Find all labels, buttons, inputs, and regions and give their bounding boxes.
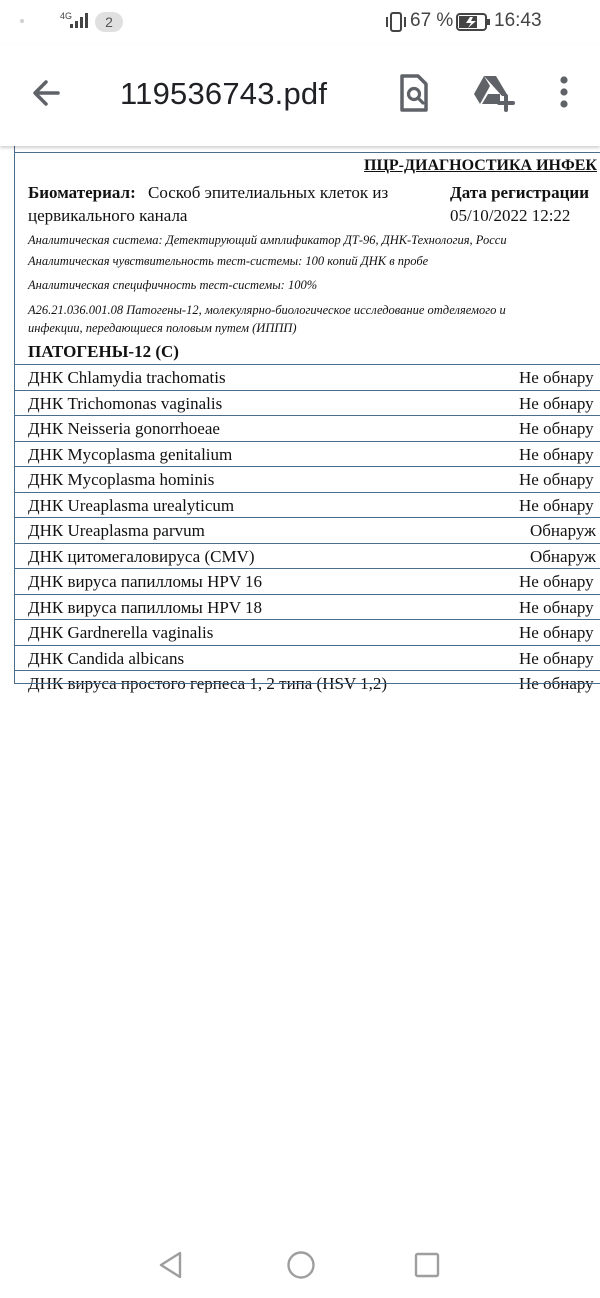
nav-recents-button[interactable] — [412, 1248, 442, 1282]
table-row — [14, 415, 600, 441]
table-row — [14, 492, 600, 518]
service-code: А26.21.036.001.08 Патогены-12, молекулярно-биологическое исследование отделяемого и — [28, 303, 506, 317]
test-result: Не обнару — [519, 419, 594, 438]
table-row — [14, 594, 600, 620]
signal-strength-icon — [70, 12, 90, 28]
analytic-sensitivity: Аналитическая чувствительность тест-системы: 100 копий ДНК в пробе — [28, 254, 429, 268]
section-title: ПАТОГЕНЫ-12 (С) — [28, 342, 179, 361]
nav-home-button[interactable] — [284, 1248, 318, 1282]
pathogen-name: ДНК Chlamydia trachomatis — [28, 368, 226, 387]
nav-back-button[interactable] — [156, 1248, 186, 1282]
analytic-system: Аналитическая система: Детектирующий амплификатор ДТ-96, ДНК-Технология, Росси — [28, 233, 507, 247]
table-row — [14, 466, 600, 492]
battery-percent: 67 % — [410, 10, 454, 31]
test-result: Не обнару — [519, 597, 594, 617]
table-border-bottom — [14, 683, 600, 684]
pathogen-name: ДНК Gardnerella vaginalis — [28, 623, 214, 642]
test-result: Не обнару — [519, 368, 594, 387]
status-bar — [0, 0, 600, 44]
analytic-specificity: Аналитическая специфичность тест-системы: 100% — [28, 278, 318, 292]
table-row — [14, 568, 600, 594]
registration-date-label: Дата регистрации — [450, 183, 590, 202]
more-vert-icon — [552, 70, 576, 116]
test-result: Обнаруж — [530, 546, 596, 566]
test-result: Не обнару — [519, 470, 594, 489]
test-result: Не обнару — [519, 674, 594, 693]
nav-recents-icon — [412, 1248, 442, 1282]
table-row — [14, 619, 600, 645]
test-result: Обнаруж — [530, 521, 596, 540]
pathogen-name: ДНК Neisseria gonorrhoeae — [28, 419, 220, 438]
find-in-page-button[interactable] — [394, 70, 434, 116]
pathogen-name: ДНК Mycoplasma hominis — [28, 470, 215, 489]
pathogen-name: ДНК Ureaplasma urealyticum — [28, 495, 235, 515]
test-result: Не обнару — [519, 623, 594, 642]
more-options-button[interactable] — [552, 70, 576, 116]
nav-back-icon — [156, 1248, 186, 1282]
nav-home-icon — [284, 1248, 318, 1282]
battery-charging-icon — [456, 13, 490, 31]
pathogen-name: ДНК Mycoplasma genitalium — [28, 444, 233, 464]
system-nav-bar — [0, 1228, 600, 1298]
table-row — [14, 390, 600, 416]
network-type: 4G — [60, 11, 73, 21]
back-button[interactable] — [22, 70, 72, 116]
test-result: Не обнару — [519, 444, 594, 464]
report-heading: ПЦР-ДИАГНОСТИКА ИНФЕК — [364, 157, 597, 174]
add-to-drive-button[interactable] — [470, 70, 516, 116]
table-row — [14, 364, 600, 390]
service-code-cont: инфекции, передающиеся половым путем (ИППП) — [28, 321, 297, 335]
table-row — [14, 645, 600, 671]
table-row — [14, 543, 600, 569]
notification-count-badge: 2 — [95, 12, 123, 32]
pdf-page[interactable] — [0, 146, 600, 706]
table-border-top — [14, 152, 600, 153]
table-row — [14, 517, 600, 543]
app-bar — [0, 44, 600, 146]
clock-time: 16:43 — [494, 10, 542, 31]
biomaterial-label: Биоматериал: — [28, 183, 136, 202]
notification-dot-icon — [20, 19, 24, 23]
biomaterial-value-cont: цервикального канала — [28, 206, 188, 225]
pathogen-name: ДНК цитомегаловируса (CMV) — [28, 546, 255, 566]
biomaterial-value: Соскоб эпителиальных клеток из — [148, 183, 389, 202]
drive-add-icon — [470, 70, 516, 116]
test-result: Не обнару — [519, 393, 594, 413]
find-in-page-icon — [394, 70, 434, 116]
document-title: 119536743.pdf — [120, 76, 328, 111]
pathogen-name: ДНК Candida albicans — [28, 648, 185, 668]
pathogen-name: ДНК вируса папилломы HPV 18 — [28, 597, 263, 617]
pathogen-name: ДНК вируса простого герпеса 1, 2 типа (HSV 1,2) — [28, 674, 388, 693]
table-row — [14, 441, 600, 467]
test-result: Не обнару — [519, 572, 594, 591]
pathogen-name: ДНК Trichomonas vaginalis — [28, 393, 223, 413]
test-result: Не обнару — [519, 648, 594, 668]
registration-date-value: 05/10/2022 12:22 — [450, 206, 571, 225]
results-table — [14, 364, 600, 696]
pathogen-name: ДНК Ureaplasma parvum — [28, 521, 205, 540]
vibrate-icon — [384, 11, 408, 33]
back-arrow-icon — [22, 70, 72, 116]
test-result: Не обнару — [519, 495, 594, 515]
pathogen-name: ДНК вируса папилломы HPV 16 — [28, 572, 263, 591]
